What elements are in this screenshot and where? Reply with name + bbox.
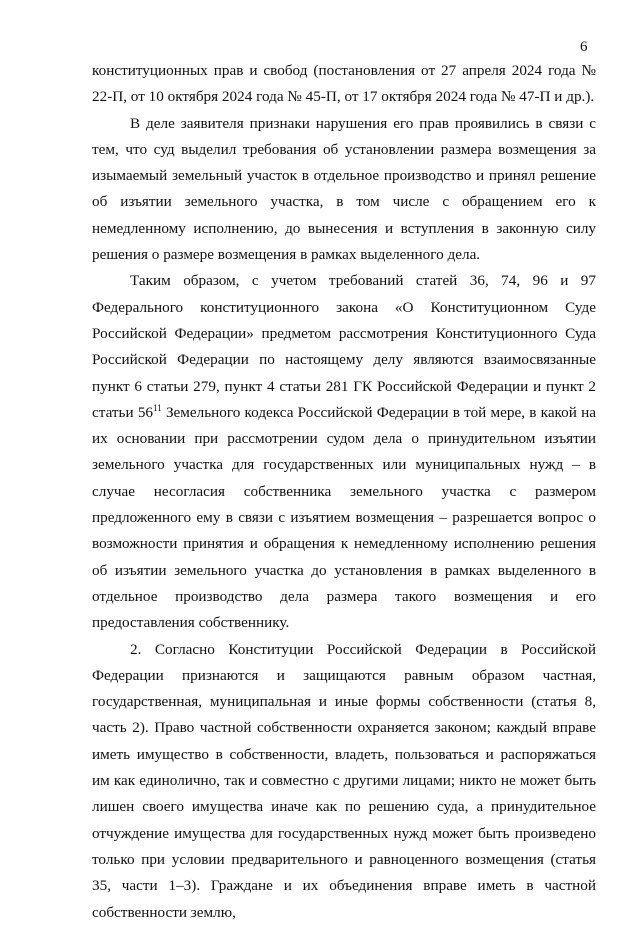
page-number: 6: [580, 39, 588, 55]
paragraph-text-after-sup: Земельного кодекса Российской Федерации в той мере, в какой на их основании при рассмотрении судом дела о принудительном изъятии земельного участка для государственных или муниципальных нужд – в случае несогласия собственника земельного участка с размером предложенного ему в связи с изъятием возмещения – разрешается вопрос о возможности принятия и обращения к немедленному исполнению решения об изъятии земельного участка до установления в рамках выделенного в отдельное производство дела размера такого возмещения и его предоставления собственнику.: [92, 403, 596, 632]
superscript-article-index: 11: [153, 402, 162, 413]
paragraph-section-2: 2. Согласно Конституции Российской Федерации в Российской Федерации признаются и защищаются равным образом частная, государственная, муниципальная и иные формы собственности (статья 8, часть 2). Право частной собственности охраняется законом; каждый вправе иметь имущество в собственности, владеть, пользоваться и распоряжаться им как единолично, так и совместно с другими лицами; никто не может быть лишен своего имущества иначе как по решению суда, а принудительное отчуждение имущества для государственных нужд может быть произведено только при условии предварительного и равноценного возмещения (статья 35, части 1–3). Граждане и их объединения вправе иметь в частной собственности землю,: [92, 640, 596, 921]
paragraph-text-before-sup: Таким образом, с учетом требований статей 36, 74, 96 и 97 Федерального конституционного закона «О Конституционном Суде Российской Федерации» предметом рассмотрения Конституционного Суда Российской Федерации по настоящему делу являются взаимосвязанные пункт 6 статьи 279, пункт 4 статьи 281 ГК Российской Федерации и пункт 2 статьи 56: [92, 272, 596, 421]
paragraph-continuation: конституционных прав и свобод (постановления от 27 апреля 2024 года № 22-П, от 10 октября 2024 года № 45-П, от 17 октября 2024 года № 47-П и др.).: [92, 62, 596, 106]
paragraph-applicant-case: В деле заявителя признаки нарушения его прав проявились в связи с тем, что суд выделил требования об установлении размера возмещения за изымаемый земельный участок в отдельное производство и принял решение об изъятии земельного участка, в том числе с обращением его к немедленному исполнению, до вынесения и вступления в законную силу решения о размере возмещения в рамках выделенного дела.: [92, 114, 596, 264]
paragraph-subject-of-review: [92, 268, 596, 636]
document-body: [92, 58, 596, 926]
